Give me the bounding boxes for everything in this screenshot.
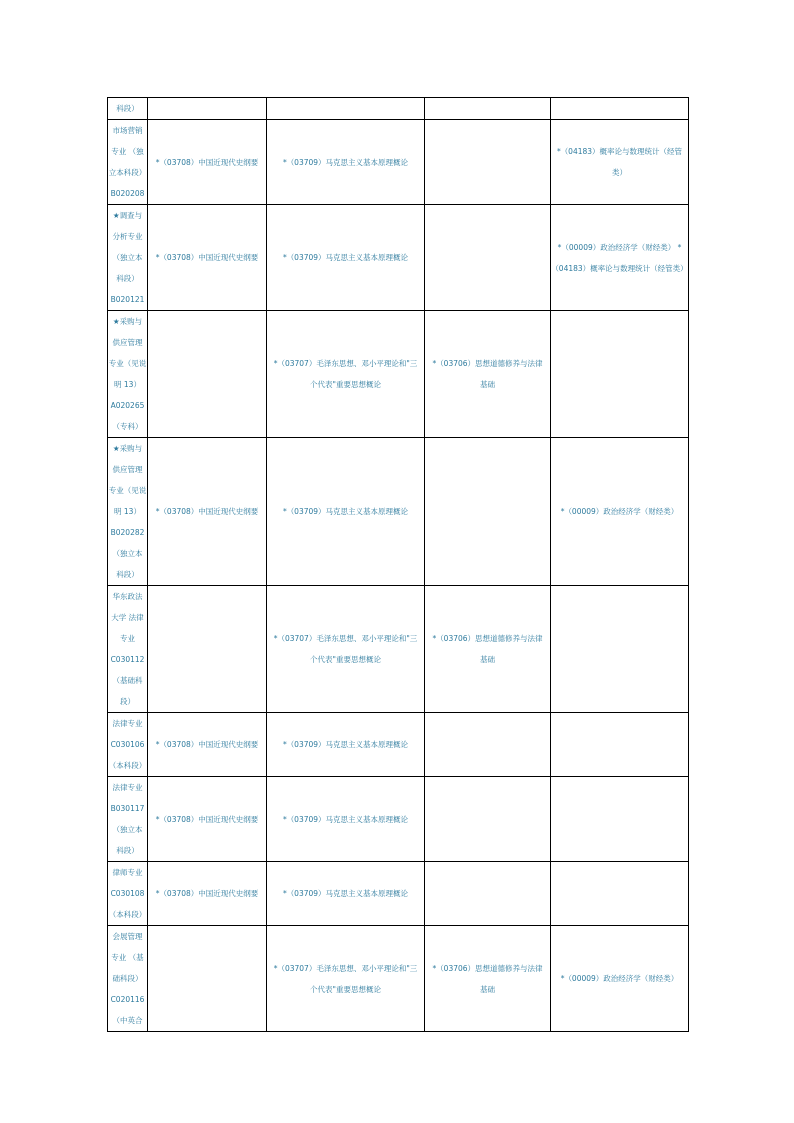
major-line: B030117 xyxy=(110,804,145,813)
major-line: C030108 xyxy=(110,889,145,898)
major-line: （专科） xyxy=(112,422,143,431)
course-line: *（03708）中国近现代史纲要 xyxy=(155,507,259,516)
course-cell-3 xyxy=(425,713,551,777)
course-line: （04183）概率论与数理统计（经管类） xyxy=(551,263,688,273)
course-cell-1 xyxy=(148,205,267,311)
major-line: ★采购与 xyxy=(112,444,143,453)
table-row xyxy=(108,926,689,1032)
table-body xyxy=(108,98,689,1032)
major-line: 供应管理 xyxy=(112,465,143,474)
major-line: C030112 xyxy=(110,655,145,664)
major-cell xyxy=(108,311,148,438)
course-cell-2 xyxy=(267,205,425,311)
major-cell xyxy=(108,777,148,862)
course-line: *（00009）政治经济学（财经类） xyxy=(560,507,679,516)
course-cell-1 xyxy=(148,586,267,713)
course-cell-4 xyxy=(551,586,689,713)
course-line: *（03706）思想道德修养与法律 xyxy=(432,634,543,643)
major-cell xyxy=(108,926,148,1032)
major-cell xyxy=(108,438,148,586)
major-line: 科段） xyxy=(116,570,139,579)
course-cell-2 xyxy=(267,98,425,120)
course-cell-3 xyxy=(425,926,551,1032)
major-line: 科段） xyxy=(116,846,139,855)
course-cell-1 xyxy=(148,713,267,777)
major-line: 专业 xyxy=(120,634,135,643)
major-line: （独立本 xyxy=(112,549,143,558)
major-line: 法律专业 xyxy=(112,719,143,728)
course-cell-3 xyxy=(425,438,551,586)
major-line: （独立本 xyxy=(112,825,143,834)
major-line: 明 13） xyxy=(114,380,141,389)
course-line: *（03709）马克思主义基本原理概论 xyxy=(282,157,409,167)
table-row xyxy=(108,713,689,777)
course-line: *（03708）中国近现代史纲要 xyxy=(155,889,259,898)
course-cell-1 xyxy=(148,438,267,586)
course-cell-2 xyxy=(267,926,425,1032)
course-cell-3 xyxy=(425,862,551,926)
course-line: *（03706）思想道德修养与法律 xyxy=(432,963,543,973)
major-line: B020282 xyxy=(110,528,145,537)
course-cell-4 xyxy=(551,98,689,120)
course-line: *（03708）中国近现代史纲要 xyxy=(155,253,259,262)
course-cell-3 xyxy=(425,98,551,120)
major-line: （中英合 xyxy=(112,1016,143,1025)
table-row xyxy=(108,120,689,205)
major-cell xyxy=(108,120,148,205)
major-line: 律师专业 xyxy=(112,868,143,877)
course-line: *（03707）毛泽东思想、邓小平理论和"三 xyxy=(273,634,418,643)
course-cell-2 xyxy=(267,777,425,862)
course-cell-4 xyxy=(551,311,689,438)
major-line: 市场营销 xyxy=(112,126,143,135)
major-line: A020265 xyxy=(110,401,145,410)
course-cell-1 xyxy=(148,862,267,926)
table-row xyxy=(108,586,689,713)
course-cell-1 xyxy=(148,120,267,205)
course-cell-2 xyxy=(267,713,425,777)
major-line: 段） xyxy=(120,697,135,706)
course-cell-1 xyxy=(148,926,267,1032)
major-line: 法律专业 xyxy=(112,783,143,792)
course-line: *（00009）政治经济学（财经类） xyxy=(560,974,679,983)
major-line: B020208 xyxy=(110,189,145,198)
course-cell-4 xyxy=(551,926,689,1032)
course-cell-3 xyxy=(425,586,551,713)
major-cell xyxy=(108,862,148,926)
course-cell-1 xyxy=(148,311,267,438)
exam-course-table xyxy=(107,97,689,1032)
course-line: *（03708）中国近现代史纲要 xyxy=(155,814,259,824)
major-line: （本科段） xyxy=(108,910,147,919)
major-line: 供应管理 xyxy=(112,338,143,347)
course-line: 基础 xyxy=(480,984,495,994)
course-line: *（03709）马克思主义基本原理概论 xyxy=(282,253,409,262)
course-cell-4 xyxy=(551,713,689,777)
major-cell xyxy=(108,205,148,311)
major-line: （基础科 xyxy=(112,676,143,685)
major-line: 科段） xyxy=(116,274,139,283)
major-line: 专业 （独 xyxy=(111,147,144,156)
course-cell-4 xyxy=(551,862,689,926)
course-cell-2 xyxy=(267,438,425,586)
major-line: 科段） xyxy=(116,104,139,113)
course-cell-3 xyxy=(425,205,551,311)
course-line: 个代表"重要思想概论 xyxy=(310,655,381,664)
major-line: B020121 xyxy=(110,295,145,304)
major-cell xyxy=(108,586,148,713)
course-line: 个代表"重要思想概论 xyxy=(310,984,381,994)
course-line: *（03709）马克思主义基本原理概论 xyxy=(282,889,409,898)
course-line: *（03709）马克思主义基本原理概论 xyxy=(282,507,409,516)
course-line: 个代表"重要思想概论 xyxy=(310,380,381,389)
major-line: 明 13） xyxy=(114,507,141,516)
major-line: 分析专业 xyxy=(112,232,143,241)
course-cell-4 xyxy=(551,120,689,205)
major-line: 专业（见说 xyxy=(108,359,147,368)
table-row xyxy=(108,777,689,862)
table-row xyxy=(108,311,689,438)
course-cell-3 xyxy=(425,120,551,205)
course-line: *（03708）中国近现代史纲要 xyxy=(155,740,259,749)
course-cell-2 xyxy=(267,862,425,926)
course-line: *（03709）马克思主义基本原理概论 xyxy=(282,740,409,749)
course-cell-2 xyxy=(267,311,425,438)
course-line: *（03707）毛泽东思想、邓小平理论和"三 xyxy=(273,963,418,973)
course-cell-2 xyxy=(267,586,425,713)
major-cell xyxy=(108,98,148,120)
course-cell-4 xyxy=(551,438,689,586)
course-line: *（03707）毛泽东思想、邓小平理论和"三 xyxy=(273,359,418,368)
course-line: *（03706）思想道德修养与法律 xyxy=(432,359,543,368)
table-row xyxy=(108,98,689,120)
table-row xyxy=(108,862,689,926)
major-line: 华东政法 xyxy=(112,592,143,601)
major-line: ★调查与 xyxy=(112,211,143,220)
course-cell-1 xyxy=(148,98,267,120)
major-line: 础科段） xyxy=(112,974,143,983)
course-cell-4 xyxy=(551,777,689,862)
course-cell-3 xyxy=(425,777,551,862)
major-line: 立本科段） xyxy=(108,168,147,177)
course-line: *（00009）政治经济学（财经类） * xyxy=(557,242,682,252)
course-cell-4 xyxy=(551,205,689,311)
table-row xyxy=(108,438,689,586)
major-line: （独立本 xyxy=(112,253,143,262)
course-cell-1 xyxy=(148,777,267,862)
major-cell xyxy=(108,713,148,777)
major-line: C030106 xyxy=(110,740,145,749)
major-line: （本科段） xyxy=(108,761,147,770)
major-line: 专业（见说 xyxy=(108,486,147,495)
course-line: 类） xyxy=(612,168,627,177)
major-line: ★采购与 xyxy=(112,317,143,326)
major-line: 大学 法律 xyxy=(111,613,144,622)
course-line: 基础 xyxy=(480,655,495,664)
course-line: 基础 xyxy=(480,380,495,389)
course-line: *（03708）中国近现代史纲要 xyxy=(155,157,259,167)
course-cell-2 xyxy=(267,120,425,205)
course-line: *（04183）概率论与数理统计（经管 xyxy=(556,147,683,156)
major-line: 会展管理 xyxy=(112,932,143,941)
major-line: 专业 （基 xyxy=(111,953,144,962)
course-cell-3 xyxy=(425,311,551,438)
course-line: *（03709）马克思主义基本原理概论 xyxy=(282,814,409,824)
major-line: C020116 xyxy=(110,995,145,1004)
table-row xyxy=(108,205,689,311)
